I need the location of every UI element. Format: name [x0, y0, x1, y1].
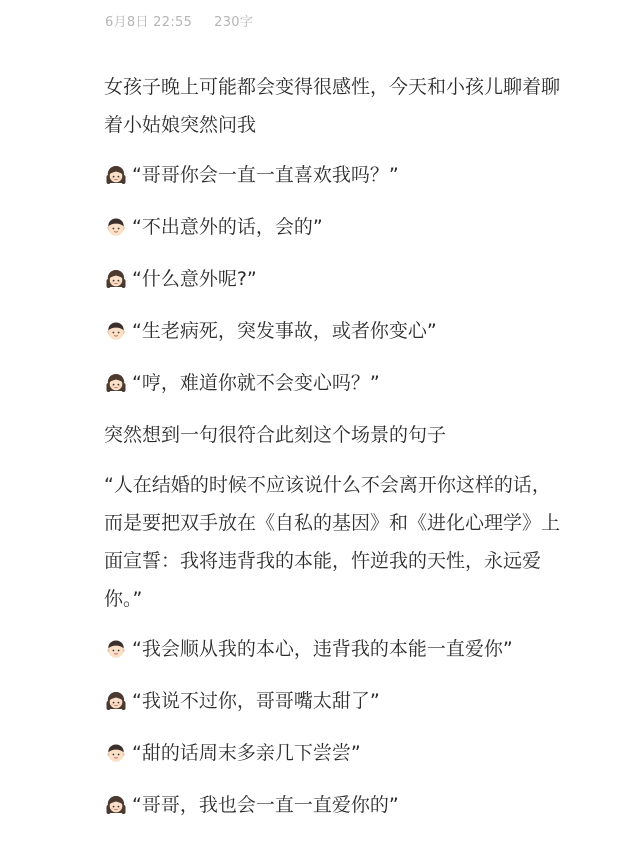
- dialog-line: [104, 630, 564, 668]
- dialog-line: [104, 682, 564, 720]
- dialog-text: “不出意外的话，会的”: [132, 216, 323, 238]
- intro-paragraph: 女孩子晚上可能都会变得很感性，今天和小孩儿聊着聊着小姑娘突然问我: [104, 76, 561, 136]
- note-word-count: 230字: [214, 15, 254, 30]
- dialog-text: “哥哥你会一直一直喜欢我吗？”: [132, 164, 399, 186]
- boy-emoji-icon: [104, 319, 128, 343]
- dialog-text: “什么意外呢?”: [132, 268, 257, 290]
- dialog-line: [104, 156, 564, 194]
- dialog-text: “我会顺从我的本心，违背我的本能一直爱你”: [132, 638, 513, 660]
- dialog-text: “哼，难道你就不会变心吗？”: [132, 372, 380, 394]
- boy-emoji-icon: [104, 741, 128, 765]
- dialog-block-1: [104, 156, 564, 402]
- boy-emoji-icon: [104, 637, 128, 661]
- dialog-text: “我说不过你，哥哥嘴太甜了”: [132, 690, 380, 712]
- girl-emoji-icon: [104, 371, 128, 395]
- dialog-line: [104, 260, 564, 298]
- dialog-line: [104, 312, 564, 350]
- note-body: [104, 68, 564, 838]
- note-date: 6月8日 22:55: [105, 15, 193, 30]
- quote-paragraph: “人在结婚的时候不应该说什么不会离开你这样的话，而是要把双手放在《自私的基因》和《进化心理学》上面宣誓：我将违背我的本能，忤逆我的天性，永远爱你。”: [104, 474, 561, 610]
- dialog-text: “生老病死，突发事故，或者你变心”: [132, 320, 437, 342]
- girl-emoji-icon: [104, 267, 128, 291]
- note-meta: [105, 11, 253, 30]
- dialog-line: [104, 208, 564, 246]
- boy-emoji-icon: [104, 215, 128, 239]
- dialog-line: [104, 734, 564, 772]
- dialog-line: [104, 364, 564, 402]
- dialog-line: [104, 786, 564, 824]
- dialog-text: “哥哥，我也会一直一直爱你的”: [132, 794, 399, 816]
- girl-emoji-icon: [104, 689, 128, 713]
- girl-emoji-icon: [104, 163, 128, 187]
- girl-emoji-icon: [104, 793, 128, 817]
- dialog-block-2: [104, 630, 564, 824]
- dialog-text: “甜的话周末多亲几下尝尝”: [132, 742, 361, 764]
- thought-paragraph: 突然想到一句很符合此刻这个场景的句子: [104, 424, 447, 446]
